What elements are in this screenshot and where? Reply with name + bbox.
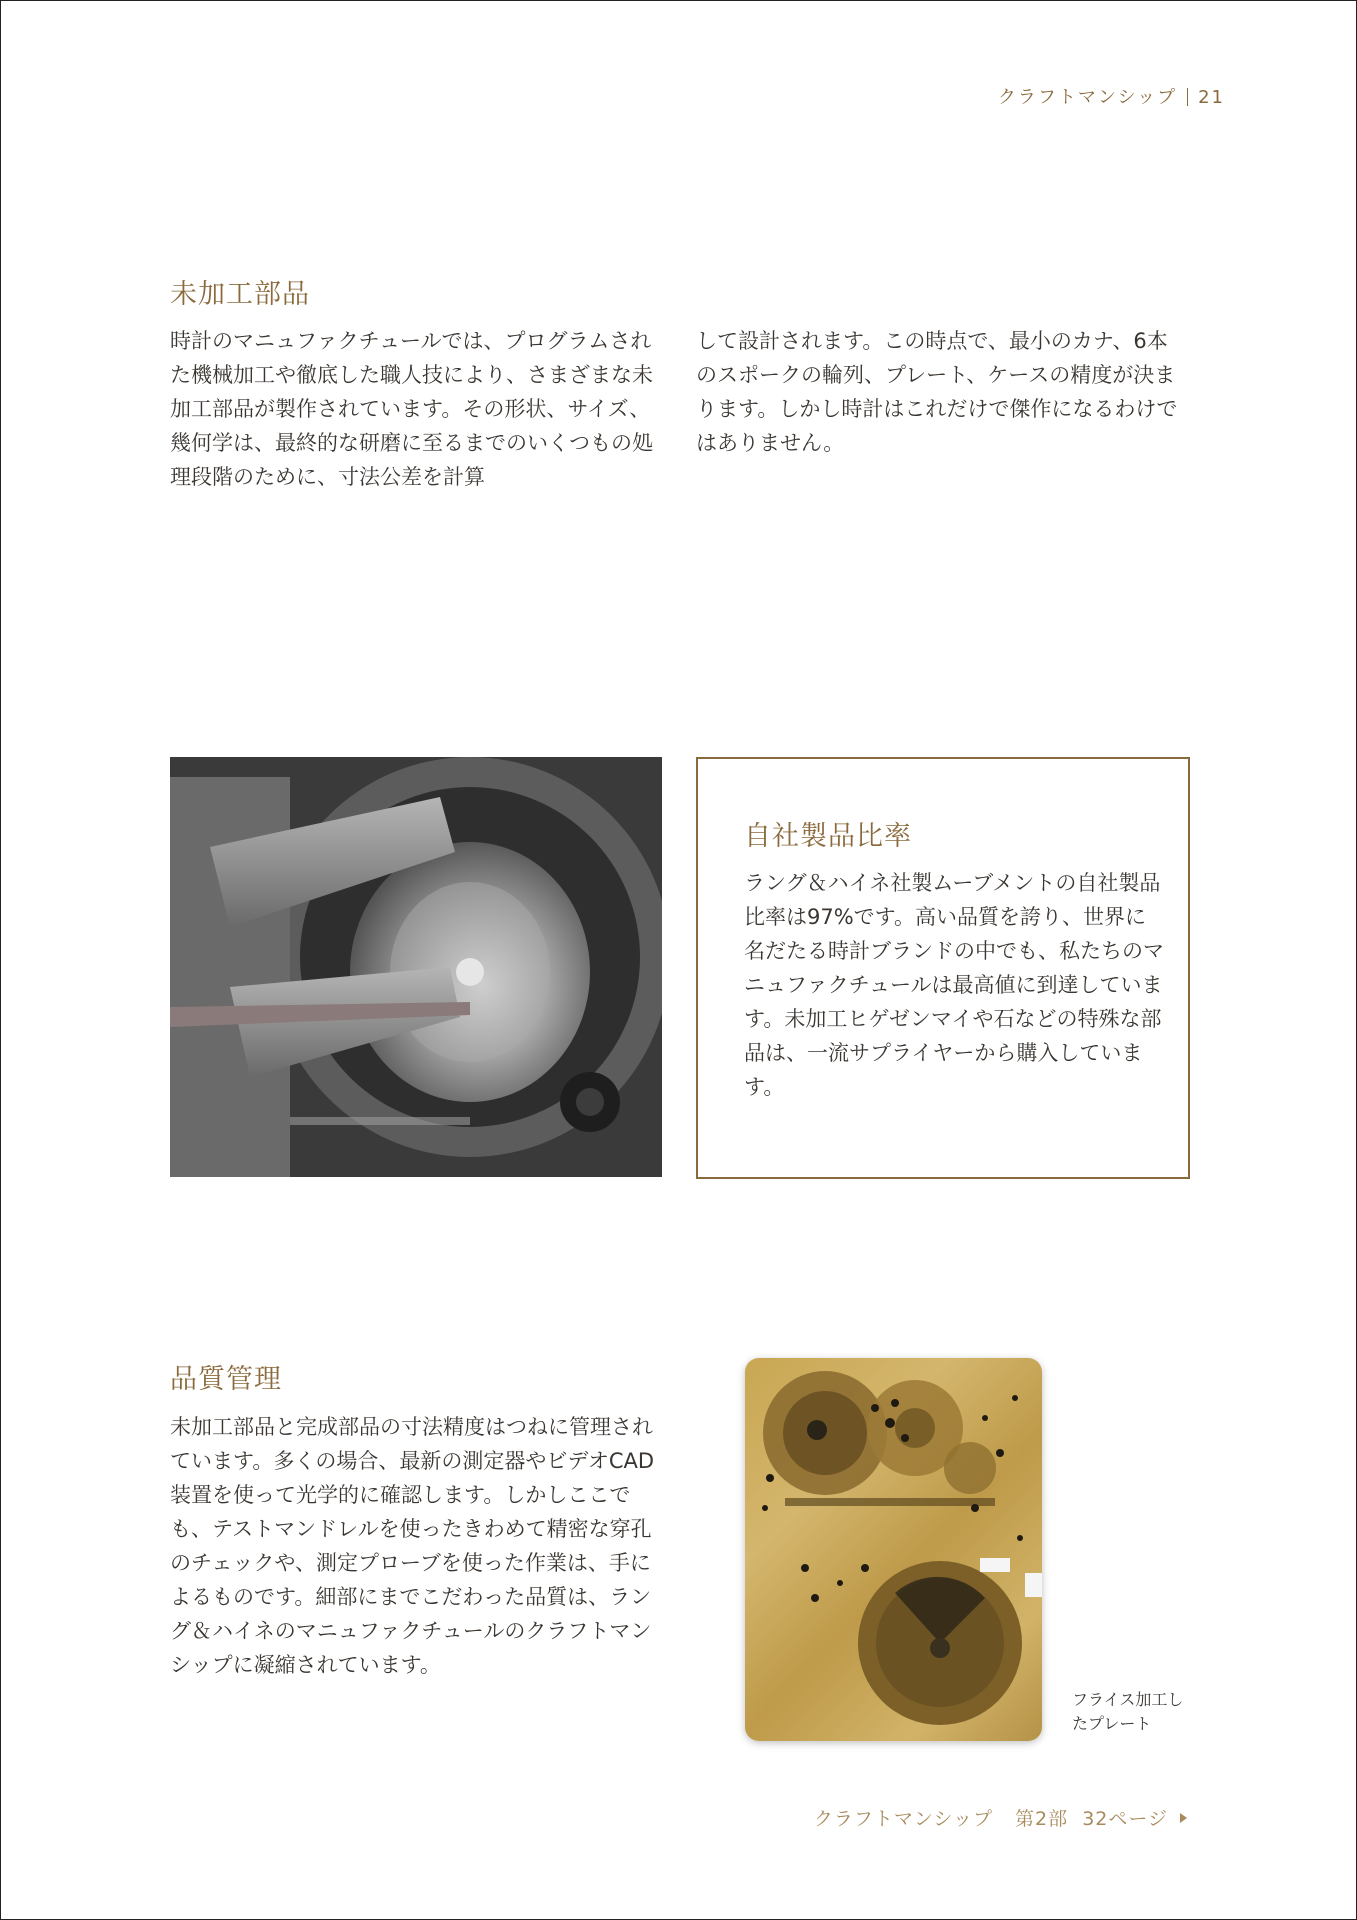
- raw-parts-text-column-1: 時計のマニュファクチュールでは、プログラムされた機械加工や徹底した職人技により、さまざまな未加工部品が製作されています。その形状、サイズ、幾何学は、最終的な研磨に至るまでのいくつもの処理段階のために、寸法公差を計算: [170, 329, 653, 489]
- play-arrow-icon: [1180, 1813, 1187, 1823]
- page-number: 21: [1198, 87, 1225, 108]
- footer-page: 32ページ: [1082, 1808, 1168, 1830]
- quality-control-text: 未加工部品と完成部品の寸法精度はつねに管理されています。多くの場合、最新の測定器やビデオCAD装置を使って光学的に確認します。しかしここでも、テストマンドレルを使ったきわめて精密な穿孔のチェックや、測定プローブを使った作業は、手によるものです。細部にまでこだわった品質は、ラング＆ハイネのマニュファクチュールのクラフトマンシップに凝縮されています。: [170, 1415, 655, 1677]
- lathe-machining-photo: [170, 757, 662, 1177]
- in-house-ratio-heading: 自社製品比率: [744, 821, 912, 852]
- running-head: [998, 83, 1225, 109]
- plate-caption: フライス加工したプレート: [1072, 1690, 1184, 1733]
- footer-part: 第2部: [1015, 1808, 1069, 1830]
- lathe-illustration: [170, 757, 662, 1177]
- in-house-ratio-text: ラング＆ハイネ社製ムーブメントの自社製品比率は97%です。高い品質を誇り、世界に名だたる時計ブランドの中でも、私たちのマニュファクチュールは最高値に到達しています。未加工ヒゲゼンマイや石などの特殊な部品は、一流サプライヤーから購入しています。: [744, 871, 1164, 1099]
- footer-page-link[interactable]: [814, 1804, 1187, 1831]
- raw-parts-heading: 未加工部品: [170, 279, 310, 310]
- quality-control-heading: 品質管理: [170, 1364, 282, 1395]
- plate-illustration: [745, 1358, 1042, 1741]
- running-head-divider: [1187, 88, 1188, 106]
- running-head-section: クラフトマンシップ: [997, 87, 1178, 108]
- footer-section: クラフトマンシップ: [813, 1808, 993, 1830]
- raw-parts-text-column-2: して設計されます。この時点で、最小のカナ、6本のスポークの輪列、プレート、ケースの精度が決まります。しかし時計はこれだけで傑作になるわけではありません。: [696, 329, 1178, 455]
- milled-plate-photo: [745, 1358, 1042, 1741]
